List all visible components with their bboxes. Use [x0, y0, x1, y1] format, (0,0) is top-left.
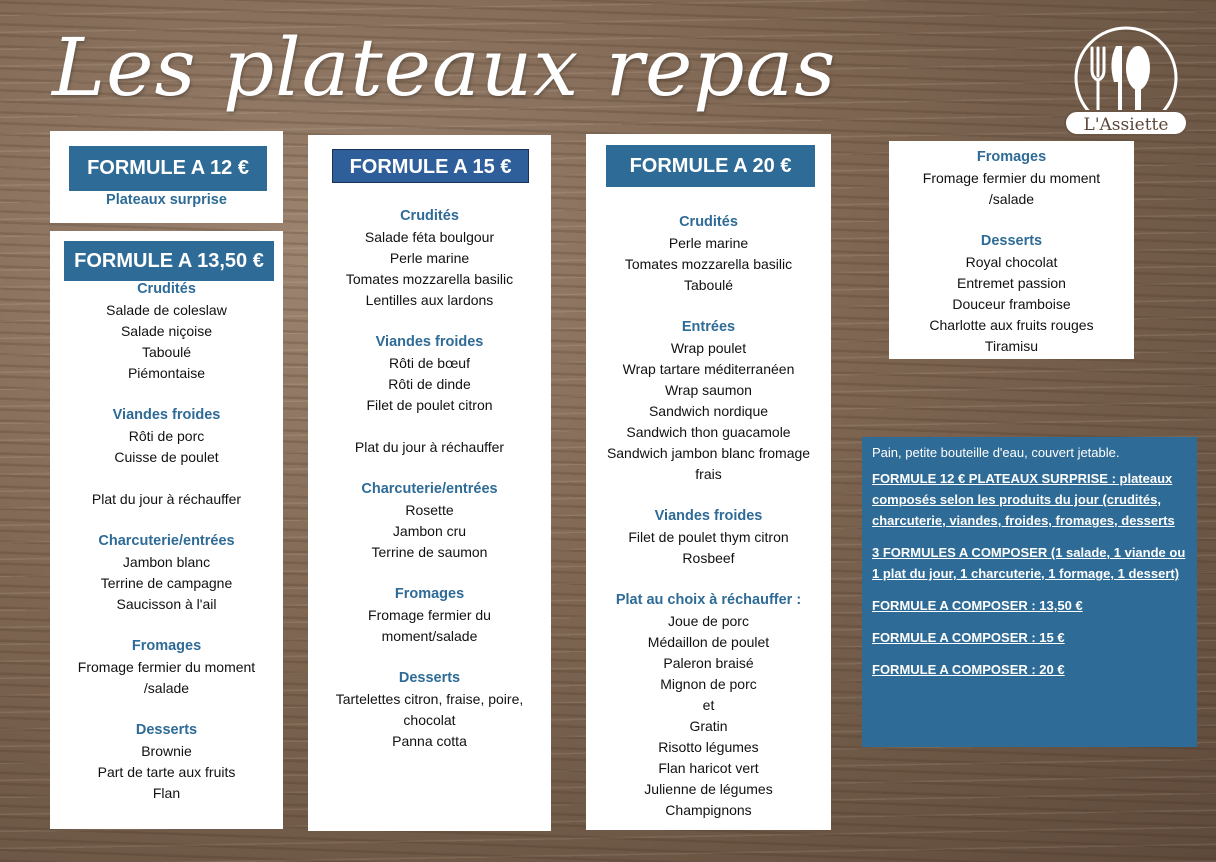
formule-15-menu: [308, 206, 551, 752]
menu-item: Plat du jour à réchauffer: [91, 491, 242, 507]
menu-item: Plat du jour à réchauffer: [354, 439, 505, 455]
formule-20-card: [586, 134, 831, 830]
menu-item: Gratin: [689, 718, 728, 734]
section-title: Crudités: [137, 281, 196, 297]
menu-item: Salade de coleslaw: [106, 302, 227, 318]
menu-item: Julienne de légumes: [644, 781, 773, 797]
info-line-2: FORMULE 12 € PLATEAUX SURPRISE : plateaux composés selon les produits du jour (crudités, charcuterie, viandes, froides, fromages, desserts: [872, 471, 1175, 528]
menu-item: Lentilles aux lardons: [365, 292, 494, 308]
info-box: [862, 437, 1197, 747]
menu-item: Terrine de campagne: [100, 575, 233, 591]
info-line-1: Pain, petite bouteille d'eau, couvert jetable.: [872, 445, 1120, 460]
menu-item: Wrap poulet: [670, 340, 747, 356]
menu-item: Sandwich nordique: [648, 403, 769, 419]
section-title: Crudités: [400, 208, 459, 224]
info-line-4: FORMULE A COMPOSER : 13,50 €: [872, 598, 1083, 613]
section-gap: [308, 563, 551, 584]
menu-item: Tomates mozzarella basilic: [624, 256, 793, 272]
menu-item: Terrine de saumon: [371, 544, 488, 560]
formule-1350-header: FORMULE A 13,50 €: [64, 241, 274, 281]
section-gap: [50, 615, 283, 636]
menu-item: Tiramisu: [984, 338, 1039, 354]
formule-1350-menu: [50, 279, 283, 804]
section-gap: [50, 468, 283, 489]
menu-item: Salade féta boulgour: [364, 229, 495, 245]
menu-item: Fromage fermier du: [368, 607, 491, 623]
menu-item: Paleron braisé: [663, 655, 754, 671]
section-gap: [50, 510, 283, 531]
section-title: Desserts: [980, 233, 1043, 249]
menu-item: Part de tarte aux fruits: [97, 764, 236, 780]
menu-item: Sandwich jambon blanc fromage: [606, 445, 811, 461]
menu-item: Tomates mozzarella basilic: [345, 271, 514, 287]
section-title: Plat au choix à réchauffer :: [615, 592, 802, 608]
info-line-5: FORMULE A COMPOSER : 15 €: [872, 630, 1065, 645]
menu-item: Flan haricot vert: [658, 760, 759, 776]
menu-item: Perle marine: [668, 235, 749, 251]
logo-label: L'Assiette: [1064, 110, 1188, 136]
menu-item: Rosette: [405, 502, 454, 518]
section-gap: [308, 458, 551, 479]
section-title: Desserts: [135, 722, 198, 738]
menu-item: /salade: [988, 191, 1035, 207]
section-gap: [586, 296, 831, 317]
section-title: Fromages: [976, 149, 1047, 165]
menu-item: Filet de poulet citron: [366, 397, 493, 413]
menu-item: moment/salade: [381, 628, 478, 644]
formule-12-subtitle: Plateaux surprise: [106, 192, 227, 208]
section-title: Viandes froides: [112, 407, 221, 423]
menu-item: Fromage fermier du moment: [922, 170, 1101, 186]
menu-item: Royal chocolat: [965, 254, 1058, 270]
section-gap: [889, 210, 1134, 231]
menu-item: Entremet passion: [957, 275, 1066, 291]
menu-item: et: [702, 697, 715, 713]
formule-12-card: [50, 131, 283, 223]
section-title: Charcuterie/entrées: [98, 533, 235, 549]
formule-20-extra-menu: [889, 147, 1134, 357]
section-gap: [50, 699, 283, 720]
section-title: Fromages: [131, 638, 202, 654]
menu-item: Taboulé: [141, 344, 192, 360]
menu-item: Perle marine: [389, 250, 470, 266]
menu-item: frais: [695, 466, 722, 482]
menu-item: Joue de porc: [668, 613, 749, 629]
section-gap: [308, 647, 551, 668]
menu-item: Champignons: [665, 802, 752, 818]
section-gap: [50, 384, 283, 405]
section-title: Charcuterie/entrées: [361, 481, 498, 497]
section-title: Viandes froides: [654, 508, 763, 524]
formule-1350-card: [50, 231, 283, 829]
menu-item: Saucisson à l'ail: [116, 596, 217, 612]
menu-item: Wrap saumon: [665, 382, 752, 398]
formule-20-menu: [586, 212, 831, 821]
menu-item: Rosbeef: [682, 550, 735, 566]
section-title: Fromages: [394, 586, 465, 602]
page-title: Les plateaux repas: [52, 21, 837, 114]
menu-item: Jambon cru: [392, 523, 467, 539]
formule-15-card: [308, 135, 551, 831]
menu-item: Médaillon de poulet: [647, 634, 770, 650]
menu-item: Risotto légumes: [658, 739, 759, 755]
info-line-3: 3 FORMULES A COMPOSER (1 salade, 1 viande ou 1 plat du jour, 1 charcuterie, 1 formage, 1 dessert): [872, 545, 1186, 581]
section-title: Crudités: [679, 214, 738, 230]
menu-item: chocolat: [403, 712, 456, 728]
section-title: Viandes froides: [375, 334, 484, 350]
menu-item: Jambon blanc: [122, 554, 211, 570]
menu-item: Filet de poulet thym citron: [628, 529, 789, 545]
formule-15-header: FORMULE A 15 €: [332, 149, 529, 183]
menu-item: Salade niçoise: [120, 323, 213, 339]
section-gap: [586, 569, 831, 590]
menu-item: Fromage fermier du moment: [77, 659, 256, 675]
menu-item: Rôti de bœuf: [389, 355, 470, 371]
menu-item: Piémontaise: [127, 365, 206, 381]
menu-item: Panna cotta: [392, 733, 467, 749]
menu-item: Wrap tartare méditerranéen: [622, 361, 795, 377]
section-gap: [308, 416, 551, 437]
menu-item: Flan: [152, 785, 181, 801]
menu-item: Mignon de porc: [660, 676, 757, 692]
section-gap: [586, 485, 831, 506]
menu-item: Tartelettes citron, fraise, poire,: [335, 691, 524, 707]
menu-item: Brownie: [141, 743, 192, 759]
section-title: Entrées: [681, 319, 736, 335]
section-title: Desserts: [398, 670, 461, 686]
menu-item: Sandwich thon guacamole: [626, 424, 791, 440]
section-gap: [308, 311, 551, 332]
menu-item: Rôti de porc: [128, 428, 205, 444]
menu-item: Taboulé: [683, 277, 734, 293]
formule-12-header: FORMULE A 12 €: [69, 146, 267, 191]
info-line-6: FORMULE A COMPOSER : 20 €: [872, 662, 1065, 677]
menu-item: Charlotte aux fruits rouges: [929, 317, 1094, 333]
menu-item: Rôti de dinde: [388, 376, 471, 392]
formule-20-extra-card: [889, 141, 1134, 359]
menu-item: Cuisse de poulet: [114, 449, 219, 465]
menu-item: /salade: [143, 680, 190, 696]
formule-20-header: FORMULE A 20 €: [606, 145, 815, 187]
menu-item: Douceur framboise: [952, 296, 1071, 312]
